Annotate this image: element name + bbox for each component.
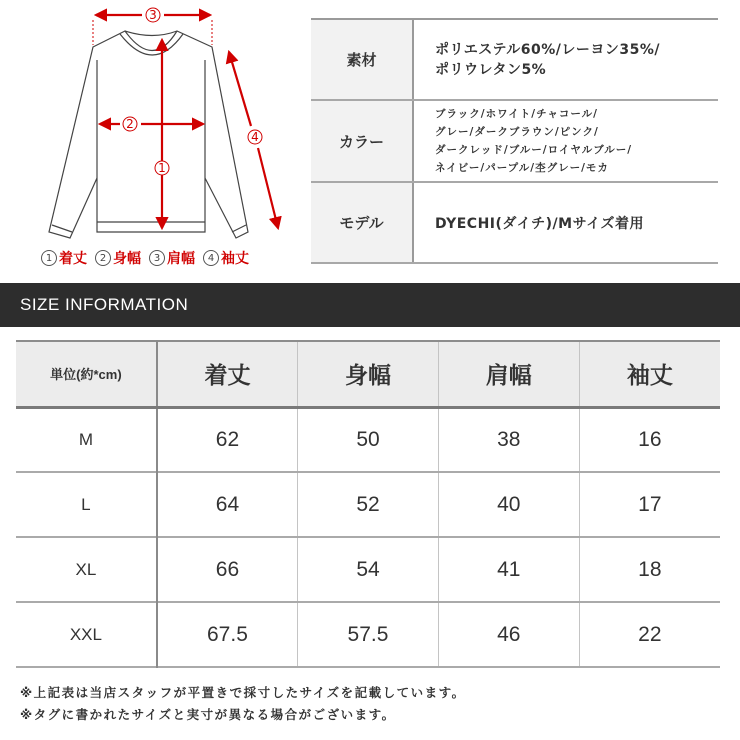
header-body-width: 身幅	[298, 341, 439, 407]
table-row: XXL 67.5 57.5 46 22	[16, 602, 720, 667]
circled-number-icon: 1	[41, 250, 57, 266]
measurement-notes	[20, 682, 466, 726]
section-title: SIZE INFORMATION	[20, 295, 189, 314]
note-line: ※タグに書かれたサイズと実寸が異なる場合がございます。	[20, 707, 396, 722]
spec-value: ブラック/ホワイト/チャコール/ グレー/ダークブラウン/ピンク/ ダークレッド/ブルー/ロイヤルブルー/ ネイビー/パープル/杢グレー/モカ	[435, 108, 633, 174]
note-line: ※上記表は当店スタッフが平置きで採寸したサイズを記載しています。	[20, 685, 466, 700]
spec-label: カラー	[311, 101, 414, 181]
size-table	[16, 340, 720, 668]
header-unit: 単位(約*cm)	[16, 341, 157, 407]
header-shoulder: 肩幅	[438, 341, 579, 407]
spec-value: ポリエステル60%/レーヨン35%/ ポリウレタン5%	[435, 41, 660, 78]
table-header-row	[16, 341, 720, 407]
marker-4: 4	[251, 130, 259, 144]
measurement-legend	[0, 248, 290, 268]
circled-number-icon: 2	[95, 250, 111, 266]
garment-diagram	[0, 0, 290, 280]
circled-number-icon: 4	[203, 250, 219, 266]
spec-row-color	[311, 101, 718, 183]
circled-number-icon: 3	[149, 250, 165, 266]
legend-item-sleeve: 4 袖丈	[203, 248, 249, 268]
product-spec-table	[311, 18, 718, 264]
section-header	[0, 283, 740, 327]
table-row: L 64 52 40 17	[16, 472, 720, 537]
header-length: 着丈	[157, 341, 298, 407]
spec-row-model	[311, 183, 718, 264]
table-row: M 62 50 38 16	[16, 407, 720, 472]
sweater-illustration-icon	[0, 0, 290, 250]
legend-item-width: 2 身幅	[95, 248, 141, 268]
spec-row-material	[311, 20, 718, 101]
legend-item-length: 1 着丈	[41, 248, 87, 268]
marker-3: 3	[149, 8, 157, 22]
legend-item-shoulder: 3 肩幅	[149, 248, 195, 268]
header-sleeve: 袖丈	[579, 341, 720, 407]
spec-label: モデル	[311, 183, 414, 262]
marker-1: 1	[158, 161, 166, 175]
spec-value: DYECHI(ダイチ)/Mサイズ着用	[435, 215, 644, 232]
marker-2: 2	[126, 117, 134, 131]
table-row: XL 66 54 41 18	[16, 537, 720, 602]
spec-label: 素材	[311, 20, 414, 99]
